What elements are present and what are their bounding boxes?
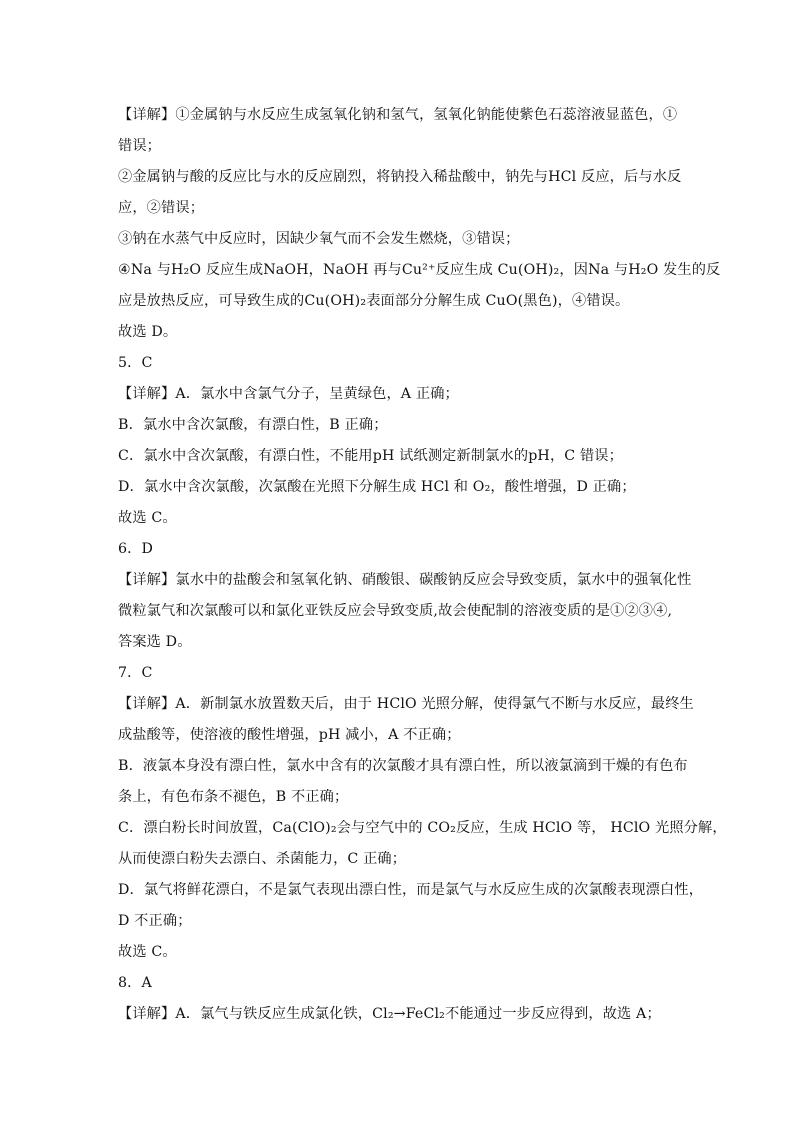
text-line: D．氯水中含次氯酸，次氯酸在光照下分解生成 HCl 和 O₂，酸性增强，D 正确；	[118, 479, 636, 495]
text-line: 成盐酸等，使溶液的酸性增强，pH 减小，A 不正确；	[118, 727, 461, 743]
text-line: 【详解】A．新制氯水放置数天后，由于 HClO 光照分解，使得氯气不断与水反应，最终生	[118, 696, 694, 712]
text-line: D．氯气将鲜花漂白，不是氯气表现出漂白性，而是氯气与水反应生成的次氯酸表现漂白性，	[118, 882, 704, 898]
text-line: C．漂白粉长时间放置，Ca(ClO)₂会与空气中的 CO₂反应，生成 HClO 等， HClO 光照分解，	[118, 820, 727, 836]
text-line: ③钠在水蒸气中反应时，因缺少氧气而不会发生燃烧，③错误；	[118, 231, 520, 247]
text-line: ④Na 与H₂O 反应生成NaOH，NaOH 再与Cu²⁺反应生成 Cu(OH)₂，因Na 与H₂O 发生的反	[118, 262, 721, 278]
text-line: 微粒氯气和次氯酸可以和氯化亚铁反应会导致变质,故会使配制的溶液变质的是①②③④,	[118, 603, 673, 619]
text-line: 【详解】A．氯水中含氯气分子，呈黄绿色，A 正确；	[118, 386, 459, 402]
text-line: 应，②错误；	[118, 200, 205, 216]
text-line: 错误；	[118, 138, 162, 154]
text-line: 【详解】氯水中的盐酸会和氢氧化钠、硝酸银、碳酸钠反应会导致变质，氯水中的强氧化性	[118, 572, 692, 588]
answer-explanations	[118, 100, 727, 1030]
question-number: 6．D	[118, 541, 154, 557]
text-line: D 不正确；	[118, 913, 192, 929]
text-line: 故选 D。	[118, 324, 178, 340]
text-line: 故选 C。	[118, 510, 177, 526]
question-number: 7．C	[118, 665, 153, 681]
text-line: 【详解】①金属钠与水反应生成氢氧化钠和氢气，氢氧化钠能使紫色石蕊溶液显蓝色，①	[118, 107, 678, 123]
text-line: 答案选 D。	[118, 634, 192, 650]
text-line: 从而使漂白粉失去漂白、杀菌能力，C 正确；	[118, 851, 407, 867]
text-line: B．氯水中含次氯酸，有漂白性，B 正确；	[118, 417, 388, 433]
text-line: 应是放热反应，可导致生成的Cu(OH)₂表面部分分解生成 CuO(黑色)，④错误。	[118, 293, 630, 309]
text-line: 条上，有色布条不褪色，B 不正确；	[118, 789, 349, 805]
question-number: 5．C	[118, 355, 153, 371]
text-line: C．氯水中含次氯酸，有漂白性，不能用pH 试纸测定新制氯水的pH，C 错误；	[118, 448, 623, 464]
question-number: 8．A	[118, 975, 152, 991]
text-line: 故选 C。	[118, 944, 177, 960]
text-line: ②金属钠与酸的反应比与水的反应剧烈，将钠投入稀盐酸中，钠先与HCl 反应，后与水反	[118, 169, 682, 185]
text-line: B．液氯本身没有漂白性，氯水中含有的次氯酸才具有漂白性，所以液氯滴到干燥的有色布	[118, 758, 688, 774]
text-line: 【详解】A．氯气与铁反应生成氯化铁，Cl₂→FeCl₂不能通过一步反应得到，故选 A；	[118, 1006, 661, 1022]
